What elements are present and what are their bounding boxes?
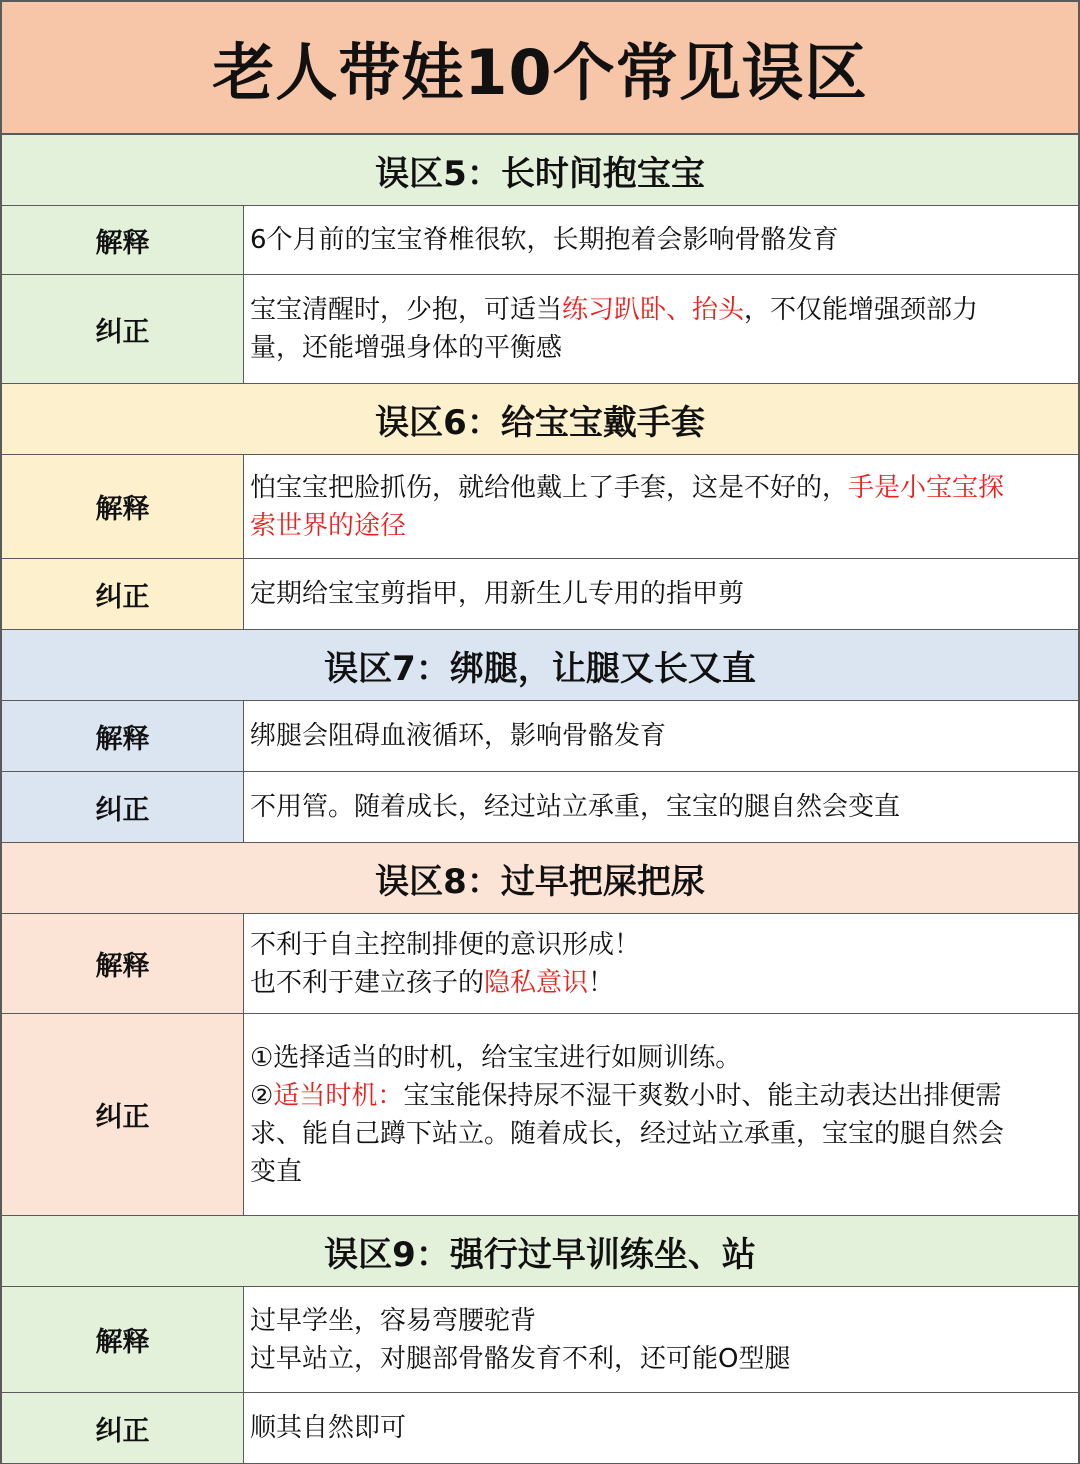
correct-row-8 — [0, 1014, 1080, 1216]
explain-text — [244, 914, 1078, 1013]
text-segment: 宝宝能保持尿不湿干爽数小时、能主动表达出排便需 — [403, 1080, 1002, 1111]
explain-label: 解释 — [2, 455, 244, 558]
explain-text — [244, 1287, 1078, 1392]
correct-label: 纠正 — [2, 1014, 244, 1215]
text-line: 求、能自己蹲下站立。随着成长，经过站立承重，宝宝的腿自然会 — [250, 1118, 1005, 1149]
text-line: 不用管。随着成长，经过站立承重，宝宝的腿自然会变直 — [250, 792, 901, 822]
section-heading-7: 误区7：绑腿，让腿又长又直 — [0, 630, 1080, 701]
text-line — [250, 964, 1058, 1002]
text-line: 顺其自然即可 — [250, 1413, 407, 1443]
correct-label: 纠正 — [2, 275, 244, 383]
section-heading-6: 误区6：给宝宝戴手套 — [0, 384, 1080, 455]
text-line — [250, 469, 1058, 507]
explain-row-8 — [0, 914, 1080, 1014]
explain-row-9 — [0, 1287, 1080, 1393]
page-title: 老人带娃10个常见误区 — [0, 0, 1080, 135]
section-heading-5: 误区5：长时间抱宝宝 — [0, 135, 1080, 206]
correct-row-7 — [0, 772, 1080, 843]
text-segment: 也不利于建立孩子的 — [250, 967, 485, 998]
correct-text — [244, 772, 1078, 842]
text-segment: ，不仅能增强颈部力 — [744, 295, 979, 325]
explain-label: 解释 — [2, 701, 244, 771]
highlight-text: 隐私意识 — [484, 967, 589, 998]
correct-text — [244, 275, 1078, 383]
correct-row-9 — [0, 1393, 1080, 1464]
explain-label: 解释 — [2, 1287, 244, 1392]
text-line: 定期给宝宝剪指甲，用新生儿专用的指甲剪 — [250, 579, 745, 609]
text-segment: ② — [250, 1080, 274, 1111]
text-line: ①选择适当的时机，给宝宝进行如厕训练。 — [250, 1042, 742, 1073]
highlight-text: 手是小宝宝探 — [848, 472, 1005, 503]
highlight-text: 练习趴卧、抬头 — [562, 295, 745, 325]
correct-row-5 — [0, 275, 1080, 384]
correct-text — [244, 559, 1078, 629]
correct-row-6 — [0, 559, 1080, 630]
explain-label: 解释 — [2, 914, 244, 1013]
text-segment: 宝宝清醒时，少抱，可适当 — [250, 295, 563, 325]
correct-text — [244, 1014, 1078, 1215]
correct-label: 纠正 — [2, 1393, 244, 1463]
explain-text — [244, 701, 1078, 771]
explain-text — [244, 206, 1078, 274]
highlight-text: 适当时机： — [273, 1080, 404, 1111]
explain-label: 解释 — [2, 206, 244, 274]
explain-text — [244, 455, 1078, 558]
correct-label: 纠正 — [2, 772, 244, 842]
text-line: 不利于自主控制排便的意识形成！ — [250, 929, 641, 960]
text-line: 变直 — [250, 1156, 303, 1187]
explain-row-7 — [0, 701, 1080, 772]
explain-row-6 — [0, 455, 1080, 559]
text-line: 绑腿会阻碍血液循环，影响骨骼发育 — [250, 721, 667, 751]
text-line — [250, 1077, 1058, 1115]
text-line — [250, 291, 1058, 329]
text-line: 过早站立，对腿部骨骼发育不利，还可能O型腿 — [250, 1343, 791, 1374]
text-line: 量，还能增强身体的平衡感 — [250, 333, 563, 363]
highlight-text: 索世界的途径 — [250, 510, 407, 541]
correct-text — [244, 1393, 1078, 1463]
section-heading-8: 误区8：过早把屎把尿 — [0, 843, 1080, 914]
text-line: 过早学坐，容易弯腰驼背 — [250, 1305, 537, 1336]
explain-row-5 — [0, 206, 1080, 275]
text-line: 6个月前的宝宝脊椎很软，长期抱着会影响骨骼发育 — [250, 225, 839, 255]
text-segment: ！ — [588, 967, 615, 998]
section-heading-9: 误区9：强行过早训练坐、站 — [0, 1216, 1080, 1287]
correct-label: 纠正 — [2, 559, 244, 629]
text-segment: 怕宝宝把脸抓伤，就给他戴上了手套，这是不好的， — [250, 472, 849, 503]
